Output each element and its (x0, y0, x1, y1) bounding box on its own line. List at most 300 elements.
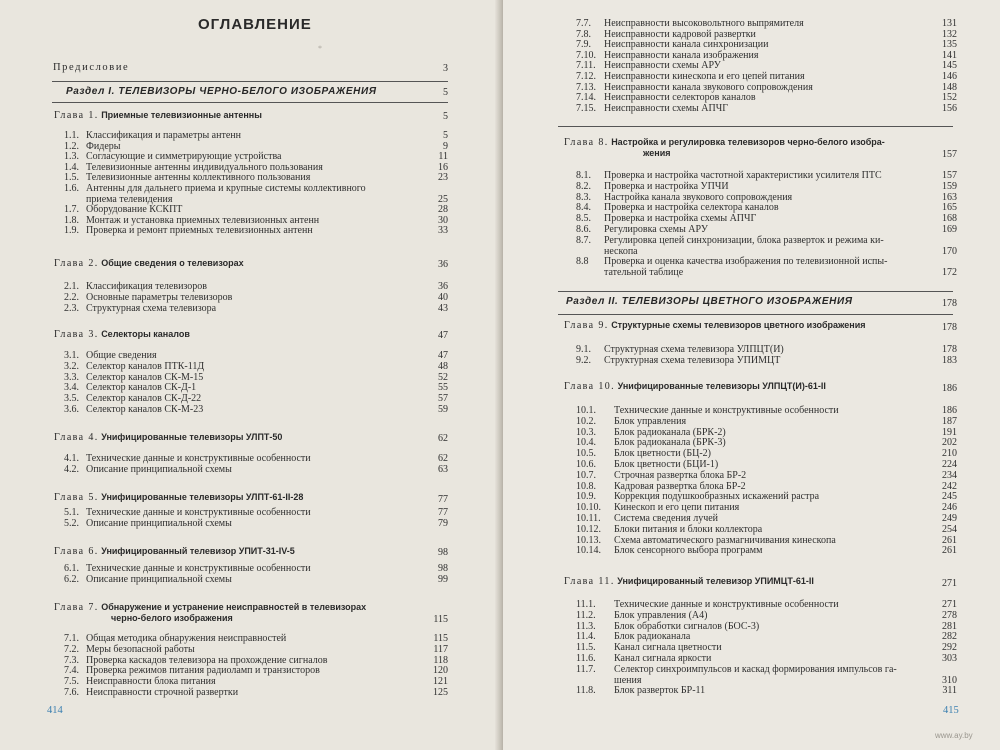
entry-number: 4.1. (64, 453, 79, 464)
chapter-label: Глава 2. (54, 258, 99, 269)
toc-entry (576, 416, 686, 427)
entry-page: 148 (942, 81, 957, 93)
toc-entry (576, 18, 804, 29)
toc-entry (64, 574, 232, 585)
entry-number: 8.6. (576, 224, 591, 235)
section-2-page: 178 (942, 298, 957, 309)
toc-entry (576, 29, 756, 40)
toc-entry (576, 481, 746, 492)
entry-title: Неисправности кинескопа и его цепей питания (604, 71, 805, 82)
entry-title: Канал сигнала цветности (614, 642, 722, 654)
toc-entry (64, 162, 323, 173)
entry-title: Кинескоп и его цепи питания (614, 502, 740, 514)
entry-number: 11.4. (576, 631, 596, 643)
entry-page: 33 (438, 225, 448, 237)
toc-entry (576, 60, 721, 71)
chapter-5-heading (54, 492, 303, 503)
toc-entry (64, 633, 286, 644)
entry-page: 98 (438, 563, 448, 574)
entry-title: Неисправности селекторов каналов (604, 92, 756, 104)
chapter-7-page: 115 (433, 614, 448, 625)
entry-page: 183 (942, 354, 957, 366)
entry-title: Монтаж и установка приемных телевизионных антенн (86, 214, 320, 226)
entry-page: 11 (438, 151, 448, 163)
entry-page: 30 (438, 214, 448, 226)
entry-number: 10.4. (576, 437, 596, 449)
entry-page: 47 (438, 350, 448, 361)
entry-number: 2.2. (64, 291, 79, 303)
chapter-1-page: 5 (443, 111, 448, 122)
toc-entry (576, 103, 728, 114)
entry-page: 120 (433, 665, 448, 677)
toc-entry (64, 215, 319, 226)
entry-number: 8.5. (576, 213, 591, 225)
chapter-title: Структурные схемы телевизоров цветного изображения (611, 320, 866, 330)
entry-title: Проверка и настройка частотной характеристики усилителя ПТС (604, 170, 882, 181)
entry-title: Неисправности блока питания (86, 676, 216, 688)
entry-title: Неисправности канала синхронизации (604, 39, 769, 51)
entry-page: 40 (438, 291, 448, 303)
chapter-9-page: 178 (942, 322, 957, 333)
toc-entry (576, 170, 882, 181)
entry-title: Проверка и настройка УПЧИ (604, 180, 729, 192)
entry-page: 249 (942, 513, 957, 524)
entry-title: Согласующие и симметрирующие устройства (86, 151, 282, 163)
entry-title: Блок радиоканала (БРК-3) (614, 437, 726, 449)
entry-number: 2.1. (64, 281, 79, 292)
entry-title: Неисправности канала звукового сопровождения (604, 81, 813, 93)
toc-entry (576, 39, 768, 50)
entry-title: Канал сигнала яркости (614, 653, 712, 664)
section-2-heading: Раздел II. ТЕЛЕВИЗОРЫ ЦВЕТНОГО ИЗОБРАЖЕНИЯ (566, 296, 853, 307)
entry-title: Неисправности канала изображения (604, 49, 759, 61)
entry-number: 11.8. (576, 685, 596, 697)
entry-number: 10.12. (576, 523, 601, 535)
chapter-6-page: 98 (438, 547, 448, 558)
divider (558, 126, 953, 127)
entry-page: 117 (433, 643, 448, 655)
entry-number: 7.8. (576, 28, 591, 40)
toc-entry (64, 172, 310, 183)
entry-title: Кадровая развертка блока БР-2 (614, 480, 746, 492)
entry-page: 303 (942, 653, 957, 664)
entry-title: Технические данные и конструктивные особенности (614, 599, 839, 610)
chapter-4-heading (54, 432, 282, 443)
entry-number: 11.1. (576, 599, 596, 610)
entry-number: 1.4. (64, 161, 79, 173)
toc-entry (576, 256, 887, 267)
entry-title: Селектор каналов СК-Д-1 (86, 382, 197, 394)
chapter-5-page: 77 (438, 494, 448, 505)
toc-entry (576, 246, 638, 257)
page-number-right: 415 (943, 705, 959, 716)
toc-entry (576, 491, 819, 502)
entry-page: 77 (438, 507, 448, 518)
entry-page: 278 (942, 609, 957, 621)
entry-number: 11.7. (576, 663, 596, 675)
entry-title: Оборудование КСКПТ (86, 204, 183, 216)
entry-number: 1.3. (64, 151, 79, 163)
preface-label: Предисловие (53, 62, 130, 73)
entry-page: 48 (438, 360, 448, 372)
entry-page: 169 (942, 224, 957, 235)
entry-number: 3.4. (64, 382, 79, 394)
entry-number: 4.2. (64, 463, 79, 475)
entry-number: 8.2. (576, 180, 591, 192)
entry-page: 165 (942, 202, 957, 214)
toc-entry (576, 71, 805, 82)
chapter-label: Глава 4. (54, 432, 99, 443)
entry-number: 3.1. (64, 350, 79, 361)
entry-number: 7.2. (64, 643, 79, 655)
toc-entry (576, 224, 708, 235)
toc-entry (64, 303, 216, 314)
entry-page: 55 (438, 382, 448, 394)
toc-entry (576, 470, 746, 481)
entry-title: Блок цветности (БЦ-2) (614, 448, 711, 460)
entry-title: Блоки питания и блоки коллектора (614, 523, 763, 535)
toc-entry (64, 382, 196, 393)
right-page (503, 0, 1000, 750)
entry-number: 1.6. (64, 183, 79, 194)
chapter-1-heading (54, 110, 262, 121)
entry-number: 7.15. (576, 102, 596, 114)
entry-title: Регулировка схемы АРУ (604, 224, 708, 235)
entry-page: 59 (438, 404, 448, 415)
chapter-title: Унифицированные телевизоры УЛПЦТ(И)-61-II (617, 381, 826, 391)
toc-entry (576, 664, 897, 675)
toc-entry (576, 92, 756, 103)
toc-entry (64, 393, 201, 404)
chapter-8-page: 157 (942, 149, 957, 160)
chapter-10-page: 186 (942, 383, 957, 394)
entry-page: 63 (438, 463, 448, 475)
toc-entry (576, 675, 641, 686)
entry-number: 11.6. (576, 653, 596, 664)
toc-entry (64, 281, 207, 292)
toc-entry (576, 344, 784, 355)
entry-page: 246 (942, 502, 957, 514)
chapter-7-heading-cont (111, 613, 233, 624)
entry-number: 10.7. (576, 469, 596, 481)
chapter-3-page: 47 (438, 330, 448, 341)
entry-number: 7.12. (576, 71, 596, 82)
entry-number: 7.11. (576, 60, 596, 72)
chapter-8-heading (564, 137, 885, 148)
toc-entry (576, 621, 759, 632)
entry-page: 245 (942, 491, 957, 503)
entry-title: Технические данные и конструктивные особенности (86, 563, 311, 574)
entry-page: 310 (942, 674, 957, 686)
entry-title: Структурная схема телевизора УЛПЦТ(И) (604, 344, 784, 355)
entry-title: Неисправности строчной развертки (86, 687, 239, 698)
entry-page: 145 (942, 60, 957, 72)
entry-title: Проверка и настройка схемы АПЧГ (604, 213, 757, 225)
entry-number: 3.3. (64, 371, 79, 383)
chapter-title: Унифицированный телевизор УПИМЦТ-61-II (617, 576, 814, 586)
chapter-title: Унифицированный телевизор УПИТ-31-IV-5 (101, 546, 295, 556)
toc-entry (576, 642, 722, 653)
toc-entry (576, 50, 758, 61)
entry-number: 7.13. (576, 81, 596, 93)
divider (52, 81, 448, 82)
entry-title: Блок радиоканала (614, 631, 691, 643)
toc-entry (576, 653, 711, 664)
entry-title: Технические данные и конструктивные особенности (86, 453, 311, 464)
toc-entry (64, 453, 311, 464)
entry-page: 28 (438, 204, 448, 216)
entry-page: 202 (942, 437, 957, 449)
entry-title: Общая методика обнаружения неисправностей (86, 633, 287, 644)
toc-entry (576, 631, 690, 642)
chapter-title: Общие сведения о телевизорах (101, 258, 244, 268)
entry-title: Технические данные и конструктивные особенности (86, 507, 311, 518)
entry-title: Общие сведения (86, 350, 157, 361)
toc-entry (576, 427, 726, 438)
entry-page: 191 (942, 426, 957, 438)
entry-page: 131 (942, 18, 957, 29)
entry-number: 10.8. (576, 480, 596, 492)
entry-page: 187 (942, 415, 957, 427)
entry-page: 135 (942, 39, 957, 51)
toc-entry (64, 676, 216, 687)
entry-title: Блок управления (А4) (614, 609, 708, 621)
entry-title: Телевизионные антенны индивидуального пользования (86, 161, 323, 173)
entry-number: 8.7. (576, 234, 591, 246)
entry-title: Система сведения лучей (614, 513, 719, 524)
entry-title: Селектор каналов СК-Д-22 (86, 393, 202, 405)
section-1-page: 5 (443, 87, 448, 98)
toc-entry (576, 213, 756, 224)
toc-entry (576, 448, 711, 459)
chapter-label: Глава 11. (564, 576, 615, 587)
entry-page: 79 (438, 517, 448, 529)
entry-number: 1.9. (64, 225, 79, 237)
entry-title: Блок управления (614, 415, 687, 427)
entry-page: 271 (942, 599, 957, 610)
entry-number: 10.6. (576, 459, 596, 470)
toc-entry (576, 437, 726, 448)
entry-number: 8.3. (576, 191, 591, 203)
chapter-11-page: 271 (942, 578, 957, 589)
chapter-label: Глава 7. (54, 602, 99, 613)
chapter-8-heading-cont (643, 148, 671, 159)
entry-page: 57 (438, 393, 448, 405)
toc-entry (64, 130, 241, 141)
toc-entry (576, 459, 718, 470)
toc-entry (576, 267, 683, 278)
entry-number: 10.5. (576, 448, 596, 460)
chapter-title: Приемные телевизионные антенны (101, 110, 262, 120)
toc-entry (64, 644, 195, 655)
chapter-title-cont: черно-белого изображения (111, 613, 233, 623)
entry-title: Структурная схема телевизора (86, 302, 217, 314)
chapter-label: Глава 1. (54, 110, 99, 121)
toc-entry (576, 513, 718, 524)
entry-page: 152 (942, 92, 957, 104)
printer-mark: * (318, 44, 322, 53)
entry-page: 9 (443, 140, 448, 152)
entry-title: Основные параметры телевизоров (86, 291, 233, 303)
chapter-title: Унифицированные телевизоры УЛПТ-61-II-28 (101, 492, 304, 502)
entry-number: 2.3. (64, 302, 79, 314)
entry-title: Антенны для дальнего приема и крупные системы коллективного (86, 183, 366, 194)
toc-entry (64, 194, 172, 205)
entry-number: 6.2. (64, 573, 79, 585)
entry-number: 7.5. (64, 676, 79, 688)
entry-title: приема телевидения (86, 193, 173, 205)
entry-page: 159 (942, 180, 957, 192)
section-1-heading: Раздел I. ТЕЛЕВИЗОРЫ ЧЕРНО-БЕЛОГО ИЗОБРАЖЕНИЯ (66, 86, 377, 97)
entry-number: 8.1. (576, 170, 591, 181)
entry-page: 121 (433, 676, 448, 688)
entry-number: 7.3. (64, 654, 79, 666)
entry-page: 23 (438, 172, 448, 184)
entry-number: 7.14. (576, 92, 596, 104)
entry-title: Структурная схема телевизора УПИМЦТ (604, 354, 781, 366)
entry-page: 281 (942, 620, 957, 632)
entry-title: Настройка канала звукового сопровождения (604, 191, 793, 203)
entry-number: 10.3. (576, 426, 596, 438)
toc-entry (64, 225, 313, 236)
entry-page: 16 (438, 161, 448, 173)
entry-page: 5 (443, 130, 448, 141)
entry-title: Регулировка цепей синхронизации, блока разверток и режима ки- (604, 234, 884, 246)
entry-title: Блок сенсорного выбора программ (614, 545, 763, 557)
entry-page: 36 (438, 281, 448, 292)
entry-page: 210 (942, 448, 957, 460)
entry-page: 141 (942, 49, 957, 61)
chapter-title: Унифицированные телевизоры УЛПТ-50 (101, 432, 283, 442)
toc-entry (64, 563, 311, 574)
entry-number: 1.1. (64, 130, 79, 141)
entry-page: 254 (942, 523, 957, 535)
entry-number: 10.1. (576, 405, 596, 416)
toc-entry (576, 405, 839, 416)
toc-entry (64, 204, 182, 215)
toc-entry (64, 404, 203, 415)
entry-page: 125 (433, 687, 448, 698)
entry-page: 168 (942, 213, 957, 225)
divider (558, 291, 953, 292)
entry-number: 7.7. (576, 18, 591, 29)
toc-title: ОГЛАВЛЕНИЕ (198, 16, 312, 33)
entry-title: Блок разверток БР-11 (614, 685, 706, 697)
watermark: www.ay.by (935, 731, 973, 740)
toc-entry (576, 610, 707, 621)
entry-title: Блок цветности (БЦИ-1) (614, 459, 719, 470)
chapter-label: Глава 3. (54, 329, 99, 340)
chapter-6-heading (54, 546, 295, 557)
toc-entry (64, 665, 320, 676)
toc-entry (64, 141, 121, 152)
entry-title: Блок обработки сигналов (БОС-3) (614, 620, 760, 632)
entry-title: Телевизионные антенны коллективного пользования (86, 172, 311, 184)
chapter-label: Глава 8. (564, 137, 609, 148)
entry-number: 1.5. (64, 172, 79, 184)
entry-page: 170 (942, 245, 957, 257)
entry-title: Классификация и параметры антенн (86, 130, 241, 141)
entry-title: Селектор каналов СК-М-15 (86, 371, 204, 383)
entry-page: 156 (942, 102, 957, 114)
entry-title: Проверка и настройка селектора каналов (604, 202, 779, 214)
entry-number: 9.2. (576, 354, 591, 366)
toc-entry (576, 545, 762, 556)
entry-page: 242 (942, 480, 957, 492)
entry-title: Неисправности схемы АРУ (604, 60, 721, 72)
entry-number: 11.5. (576, 642, 596, 654)
entry-page: 115 (433, 633, 448, 644)
entry-page: 292 (942, 642, 957, 654)
entry-number: 10.11. (576, 513, 601, 524)
entry-page: 132 (942, 28, 957, 40)
entry-page: 146 (942, 71, 957, 82)
chapter-3-heading (54, 329, 190, 340)
entry-title: Неисправности схемы АПЧГ (604, 102, 728, 114)
entry-title: Неисправности высоковольтного выпрямителя (604, 18, 804, 29)
chapter-title: Селекторы каналов (101, 329, 190, 339)
chapter-label: Глава 9. (564, 320, 609, 331)
entry-title: Неисправности кадровой развертки (604, 28, 756, 40)
page-number-left: 414 (47, 705, 63, 716)
entry-title: нескопа (604, 245, 638, 257)
toc-entry (576, 181, 729, 192)
toc-entry (64, 372, 203, 383)
entry-number: 5.1. (64, 507, 79, 518)
entry-title: Описание принципиальной схемы (86, 517, 232, 529)
entry-number: 11.2. (576, 609, 596, 621)
entry-page: 172 (942, 267, 957, 279)
entry-number: 8.8 (576, 256, 589, 268)
entry-title: Меры безопасной работы (86, 643, 195, 655)
chapter-2-heading (54, 258, 244, 269)
toc-entry (64, 518, 232, 529)
entry-title: Проверка и оценка качества изображения по телевизионной испы- (604, 256, 888, 268)
entry-title: Коррекция подушкообразных искажений растра (614, 491, 820, 503)
chapter-label: Глава 6. (54, 546, 99, 557)
entry-number: 3.6. (64, 404, 79, 415)
toc-entry (576, 235, 884, 246)
entry-page: 178 (942, 344, 957, 355)
entry-page: 186 (942, 405, 957, 416)
entry-title: Схема автоматического размагничивания кинескопа (614, 534, 836, 546)
chapter-label: Глава 5. (54, 492, 99, 503)
entry-title: Описание принципиальной схемы (86, 463, 232, 475)
entry-page: 25 (438, 193, 448, 205)
entry-title: Проверка режимов питания радиоламп и транзисторов (86, 665, 320, 677)
entry-title: Фидеры (86, 140, 121, 152)
entry-number: 10.10. (576, 502, 601, 514)
toc-entry (576, 192, 792, 203)
entry-title: Проверка и ремонт приемных телевизионных антенн (86, 225, 313, 237)
entry-number: 7.6. (64, 687, 79, 698)
entry-number: 10.14. (576, 545, 601, 557)
entry-page: 311 (942, 685, 957, 697)
entry-page: 52 (438, 371, 448, 383)
toc-entry (64, 687, 238, 698)
entry-number: 9.1. (576, 344, 591, 355)
entry-title: тательной таблице (604, 267, 684, 279)
entry-page: 99 (438, 573, 448, 585)
entry-number: 7.10. (576, 49, 596, 61)
entry-page: 157 (942, 170, 957, 181)
entry-number: 7.9. (576, 39, 591, 51)
entry-title: Технические данные и конструктивные особенности (614, 405, 839, 416)
chapter-title: Обнаружение и устранение неисправностей в телевизорах (101, 602, 367, 612)
entry-number: 3.2. (64, 360, 79, 372)
toc-entry (64, 183, 366, 194)
entry-page: 62 (438, 453, 448, 464)
